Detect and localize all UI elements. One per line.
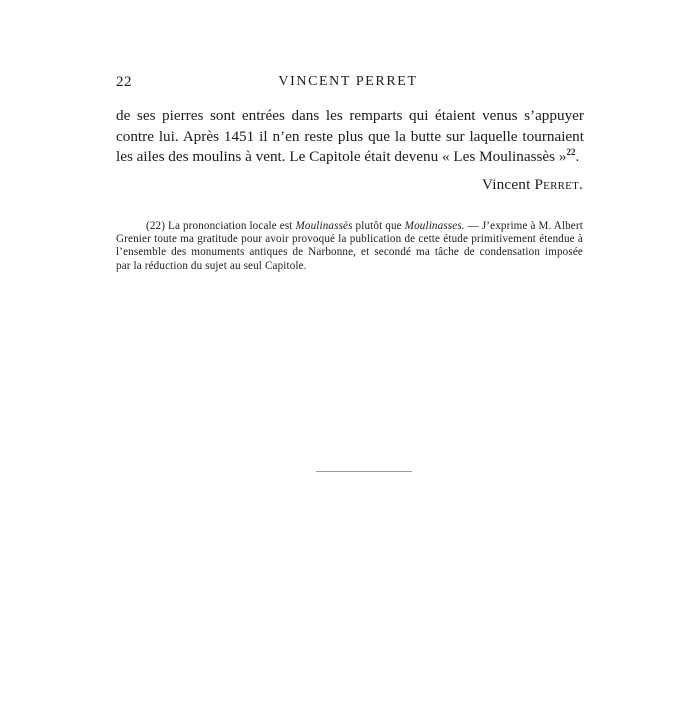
signature-first-name: Vincent xyxy=(481,176,531,193)
body-paragraph xyxy=(116,106,584,168)
signature-last-name: Perret. xyxy=(534,176,583,193)
body-line-3-text: les ailes des moulins à vent. Le Capitole était devenu « Les Moulinassès » xyxy=(116,148,567,165)
body-line-1: de ses pierres sont entrées dans les remparts qui étaient venus s’appuyer xyxy=(116,107,584,124)
footnote-line-1 xyxy=(116,220,583,233)
body-line-3-end: . xyxy=(575,148,580,165)
footnote xyxy=(116,220,583,273)
body-line-3 xyxy=(116,147,584,168)
footnote-marker: (22) xyxy=(146,220,166,232)
footnote-text-1c: — J’exprime à M. Albert xyxy=(467,220,583,232)
page-number: 22 xyxy=(116,74,132,90)
footnote-italic-2: Moulinasses. xyxy=(404,220,465,232)
end-rule-divider xyxy=(316,471,412,472)
footnote-line-4: par la réduction du sujet au seul Capitole. xyxy=(116,259,307,272)
footnote-reference: 22 xyxy=(566,146,576,157)
footnote-line-3: l’ensemble des monuments antiques de Narbonne, et secondé ma tâche de condensation imposée xyxy=(116,246,583,259)
footnote-text-1a: La prononciation locale est xyxy=(168,220,293,232)
running-head-title: VINCENT PERRET xyxy=(278,74,418,89)
footnote-text-1b: plutôt que xyxy=(355,220,402,232)
body-line-2: contre lui. Après 1451 il n’en reste plus que la butte sur laquelle tournaient xyxy=(116,127,584,145)
footnote-line-2: Grenier toute ma gratitude pour avoir provoqué la publication de cette étude primitivement étendue à xyxy=(116,233,583,246)
author-signature xyxy=(482,176,583,194)
footnote-italic-1: Moulinassès xyxy=(295,220,353,232)
